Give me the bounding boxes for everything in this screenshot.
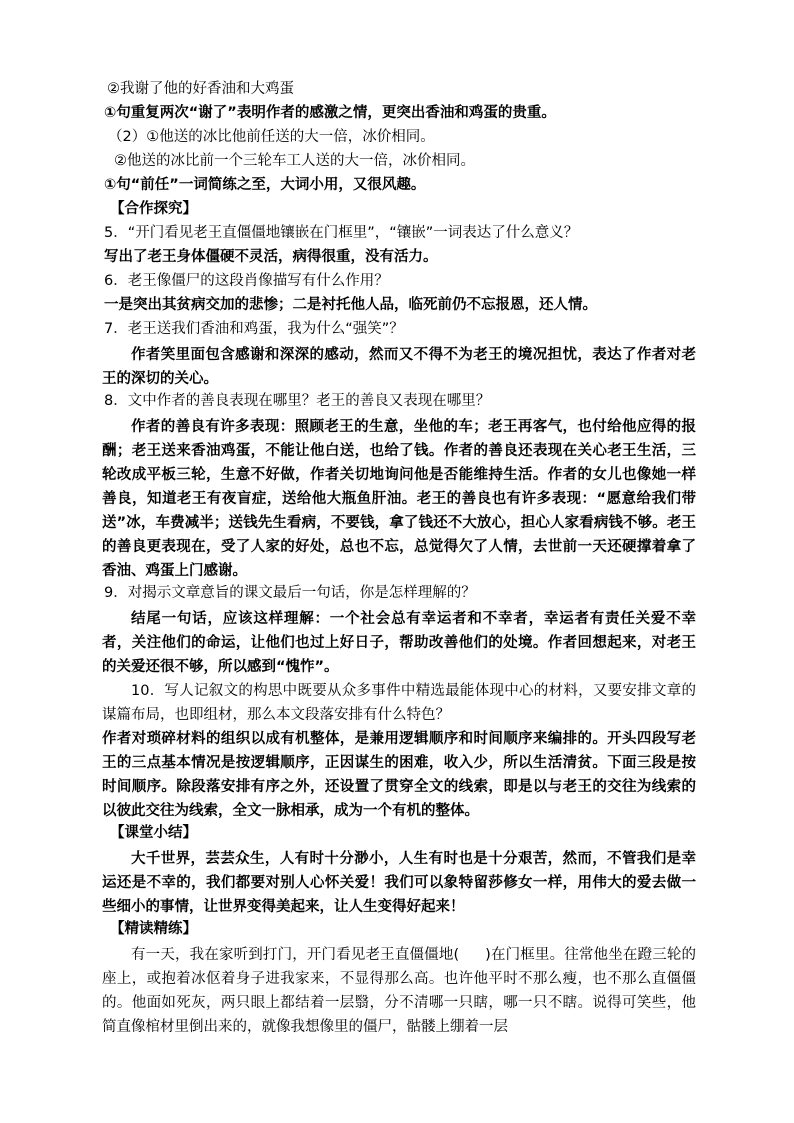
text-line: ②我谢了他的好香油和大鸡蛋	[107, 81, 294, 97]
question: 6．老王像僵尸的这段肖像描写有什么作用？	[104, 273, 389, 289]
question: 9．对揭示文章意旨的课文最后一句话，你是怎样理解的？	[104, 585, 476, 601]
text-line: （2）①他送的冰比他前任送的大一倍，冰价相同。	[108, 129, 435, 145]
summary-paragraph: 大千世界，芸芸众生，人有时十分渺小，人生有时也是十分艰苦，然而，不管我们是幸运还是不幸的，我们都要对别人心怀关爱！我们可以象特留莎修女一样，用伟大的爱去做一些细小的事情，让世界变得美起来，让人生变得好起来！	[102, 851, 696, 915]
section-heading: 【课堂小结】	[110, 825, 197, 841]
section-heading: 【精读精练】	[110, 921, 197, 937]
question: 5．“开门看见老王直僵僵地镶嵌在门框里”，“镶嵌”一词表达了什么意义？	[104, 225, 579, 241]
question: 7．老王送我们香油和鸡蛋，我为什么“强笑”？	[104, 321, 404, 337]
text-line-bold: ①句“前任”一词简练之至，大词小用，又很风趣。	[104, 177, 426, 193]
question: 8．文中作者的善良表现在哪里？老王的善良又表现在哪里？	[104, 393, 491, 409]
answer: 写出了老王身体僵硬不灵活，病得很重，没有活力。	[104, 249, 438, 265]
text-line-bold: ①句重复两次“谢了”表明作者的感激之情，更突出香油和鸡蛋的贵重。	[104, 105, 556, 121]
answer-paragraph: 作者笑里面包含感谢和深深的感动，然而又不得不为老王的境况担忧，表达了作者对老王的深切的关心。	[102, 347, 696, 387]
answer: 一是突出其贫病交加的悲惨；二是衬托他人品，临死前仍不忘报恩，还人情。	[104, 297, 597, 313]
passage-text: )在门框里。往常他坐在蹬三轮的座上，或抱着冰伛着身子进我家来，不显得那么高。也许他平时不那么瘦，也不那么直僵僵的。他面如死灰，两只眼上都结着一层翳，分不清哪一只瞎，哪一只不瞎。说得可笑些，他简直像棺材里倒出来的，就像我想像里的僵尸，骷髅上绷着一层	[102, 947, 697, 1035]
section-heading: 【合作探究】	[110, 201, 197, 217]
passage-text: 有一天，我在家听到打门，开门看见老王直僵僵地(	[131, 947, 460, 963]
answer-paragraph: 作者的善良有许多表现：照顾老王的生意，坐他的车；老王再客气，也付给他应得的报酬；老王送来香油鸡蛋，不能让他白送，也给了钱。作者的善良还表现在关心老王生活，三轮改成平板三轮，生意不好做，作者关切地询问他是否能维持生活。作者的女儿也像她一样善良，知道老王有夜盲症，送给他大瓶鱼肝油。老王的善良也有许多表现：“愿意给我们带送”冰，车费减半；送钱先生看病，不要钱，拿了钱还不大放心，担心人家看病钱不够。老王的善良更表现在，受了人家的好处，总也不忘，总觉得欠了人情，去世前一天还硬撑着拿了香油、鸡蛋上门感谢。	[102, 419, 696, 579]
reading-passage	[102, 943, 696, 1039]
answer-paragraph: 结尾一句话，应该这样理解：一个社会总有幸运者和不幸者，幸运者有责任关爱不幸者，关注他们的命运，让他们也过上好日子，帮助改善他们的处境。作者回想起来，对老王的关爱还很不够，所以感到“愧怍”。	[102, 611, 696, 675]
question-paragraph: 10．写人记叙文的构思中既要从众多事件中精选最能体现中心的材料，又要安排文章的谋篇布局，也即组材，那么本文段落安排有什么特色？	[102, 683, 696, 723]
answer-paragraph: 作者对琐碎材料的组织以成有机整体，是兼用逻辑顺序和时间顺序来编排的。开头四段写老王的三点基本情况是按逻辑顺序，正因谋生的困难，收入少，所以生活清贫。下面三段是按时间顺序。除段落安排有序之外，还设置了贯穿全文的线索，即是以与老王的交往为线索的以彼此交往为线索，全文一脉相承，成为一个有机的整体。	[102, 731, 696, 819]
text-line: ②他送的冰比前一个三轮车工人送的大一倍，冰价相同。	[114, 153, 475, 169]
